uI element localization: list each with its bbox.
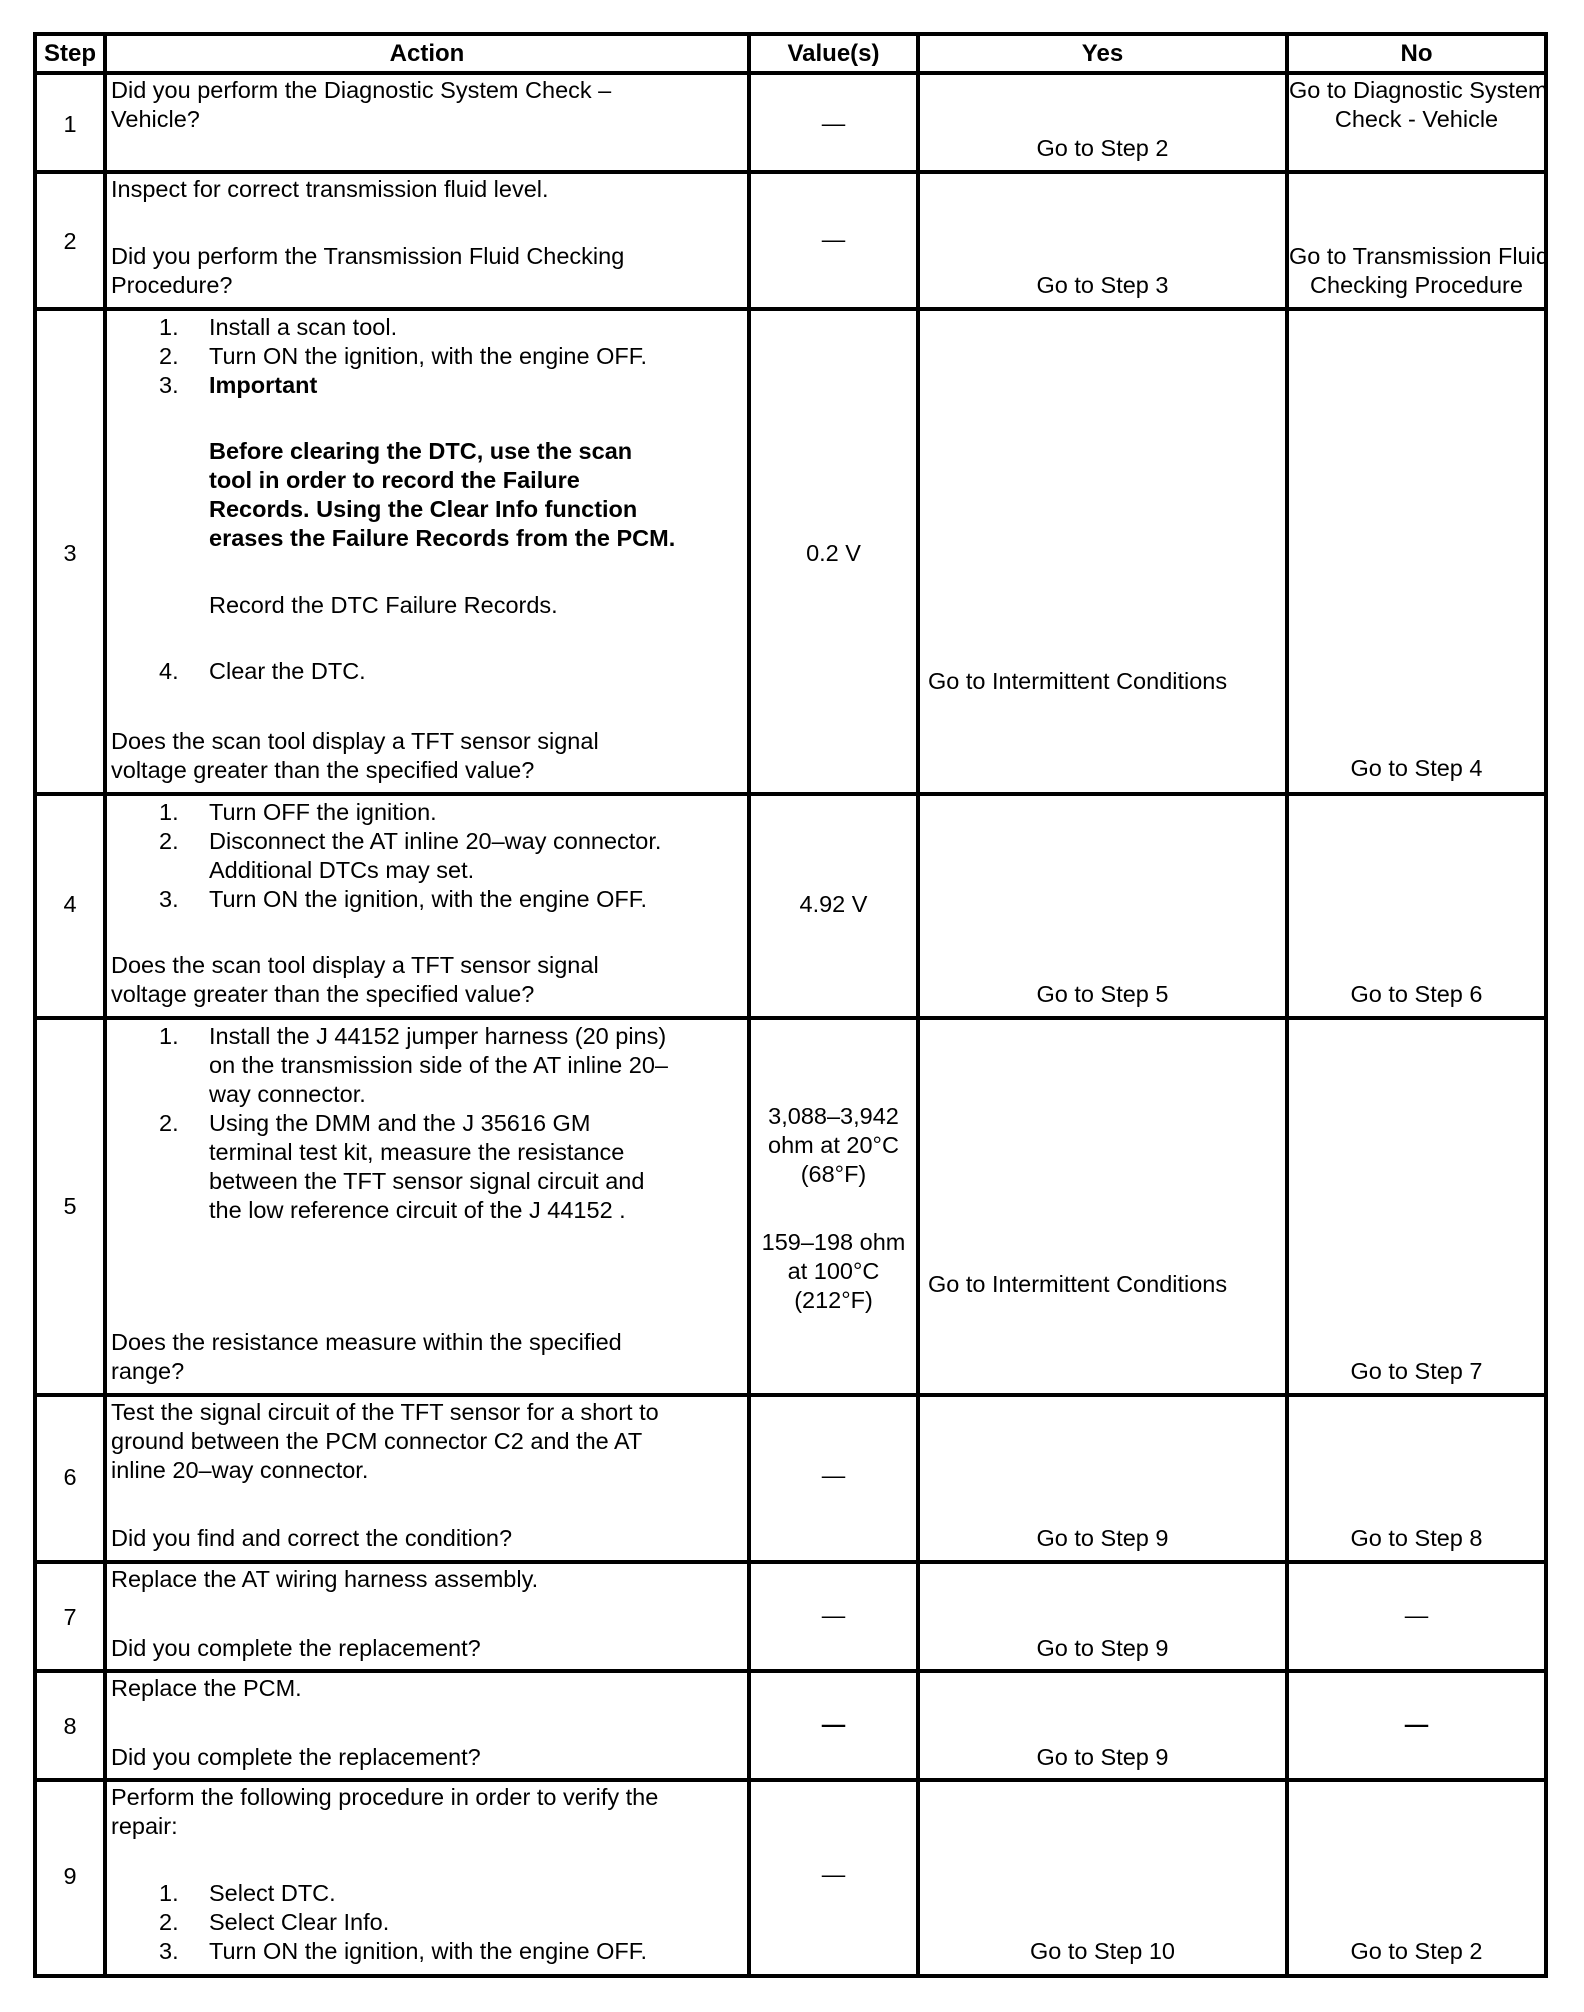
step-cell xyxy=(37,796,103,1020)
value-cell xyxy=(747,174,916,311)
step-list-text: Install the J 44152 jumper harness (20 pins) xyxy=(209,1023,667,1049)
step-list-text: on the transmission side of the AT inline 20– xyxy=(209,1052,668,1078)
step-cell xyxy=(37,174,103,311)
header-yes: Yes xyxy=(916,36,1285,75)
yes-cell xyxy=(916,311,1285,796)
step-list-number: 2. xyxy=(159,343,179,369)
no-text: Check - Vehicle xyxy=(1334,106,1499,132)
yes-cell xyxy=(916,174,1285,311)
value-cell xyxy=(747,311,916,796)
table-row xyxy=(37,796,1544,1020)
table-row xyxy=(37,1564,1544,1673)
step-list-text: Select DTC. xyxy=(209,1880,336,1906)
table-row xyxy=(37,1782,1544,1974)
action-cell xyxy=(103,75,747,174)
yes-text: Go to Step 3 xyxy=(1036,272,1169,298)
value-cell xyxy=(747,1673,916,1782)
step-list-text: Using the DMM and the J 35616 GM xyxy=(209,1110,591,1136)
important-note: tool in order to record the Failure xyxy=(209,467,580,493)
value-text: — xyxy=(821,1602,846,1628)
no-text: Checking Procedure xyxy=(1310,272,1523,298)
action-question: range? xyxy=(111,1358,185,1384)
step-list-text: Turn OFF the ignition. xyxy=(209,799,437,825)
value-cell xyxy=(747,1782,916,1974)
step-list-number: 2. xyxy=(159,1110,179,1136)
important-note: Records. Using the Clear Info function xyxy=(209,496,638,522)
action-question: voltage greater than the specified value? xyxy=(111,757,535,783)
no-cell xyxy=(1285,1397,1544,1564)
value-cell xyxy=(747,1564,916,1673)
action-question: Did you perform the Transmission Fluid Checking xyxy=(111,243,625,269)
step-list-number: 3. xyxy=(159,372,179,398)
step-list-text: between the TFT sensor signal circuit and xyxy=(209,1168,645,1194)
value-cell xyxy=(747,796,916,1020)
step-list-number: 1. xyxy=(159,1023,179,1049)
no-cell xyxy=(1285,75,1548,174)
table-row xyxy=(37,1020,1544,1397)
table-header-row xyxy=(37,36,1544,75)
action-cell xyxy=(103,796,747,1020)
diagnostic-table xyxy=(33,32,1548,1978)
step-list-number: 3. xyxy=(159,1938,179,1964)
step-number: 6 xyxy=(63,1464,77,1490)
no-text: Go to Step 2 xyxy=(1350,1938,1483,1964)
action-text: Replace the PCM. xyxy=(111,1675,302,1701)
yes-cell xyxy=(916,1782,1285,1974)
value-text: (68°F) xyxy=(800,1161,867,1187)
step-cell xyxy=(37,1782,103,1974)
value-text: — xyxy=(821,110,846,136)
no-cell xyxy=(1285,1782,1544,1974)
yes-text: Go to Step 10 xyxy=(1029,1938,1176,1964)
yes-cell xyxy=(916,75,1285,174)
value-text: — xyxy=(821,226,846,252)
yes-cell xyxy=(916,796,1285,1020)
no-text: Go to Step 4 xyxy=(1350,755,1483,781)
step-list-number: 1. xyxy=(159,314,179,340)
action-cell xyxy=(103,311,747,796)
value-text: 0.2 V xyxy=(806,540,861,566)
step-number: 7 xyxy=(63,1604,77,1630)
action-question: Procedure? xyxy=(111,272,233,298)
value-cell xyxy=(747,75,916,174)
step-list-number: 4. xyxy=(159,658,179,684)
action-question: Does the scan tool display a TFT sensor signal xyxy=(111,952,599,978)
action-text: Replace the AT wiring harness assembly. xyxy=(111,1566,539,1592)
action-text: ground between the PCM connector C2 and the AT xyxy=(111,1428,643,1454)
action-question: Did you find and correct the condition? xyxy=(111,1525,513,1551)
action-question: Does the scan tool display a TFT sensor signal xyxy=(111,728,599,754)
value-text: — xyxy=(821,1462,846,1488)
header-no: No xyxy=(1285,36,1544,75)
step-list-number: 1. xyxy=(159,1880,179,1906)
no-text: Go to Step 7 xyxy=(1350,1358,1483,1384)
step-list-number: 2. xyxy=(159,828,179,854)
no-text: Go to Step 6 xyxy=(1350,981,1483,1007)
no-text: — xyxy=(1404,1602,1429,1628)
step-list-text: Install a scan tool. xyxy=(209,314,398,340)
table-row xyxy=(37,311,1544,796)
action-cell xyxy=(103,1564,747,1673)
action-text: inline 20–way connector. xyxy=(111,1457,369,1483)
table-row xyxy=(37,1673,1544,1782)
action-question: voltage greater than the specified value? xyxy=(111,981,535,1007)
step-list-text: Additional DTCs may set. xyxy=(209,857,475,883)
yes-text: Go to Step 5 xyxy=(1036,981,1169,1007)
no-text: — xyxy=(1404,1711,1429,1737)
header-values: Value(s) xyxy=(747,36,916,75)
table-row xyxy=(37,1397,1544,1564)
step-list-text: Turn ON the ignition, with the engine OFF. xyxy=(209,886,648,912)
no-cell xyxy=(1285,311,1544,796)
no-cell xyxy=(1285,1564,1544,1673)
value-text: 3,088–3,942 xyxy=(768,1103,899,1129)
yes-text: Go to Step 9 xyxy=(1036,1525,1169,1551)
step-list-text: Turn ON the ignition, with the engine OFF. xyxy=(209,343,648,369)
yes-text: Go to Intermittent Conditions xyxy=(928,668,1228,694)
value-text: ohm at 20°C xyxy=(768,1132,899,1158)
step-cell xyxy=(37,1673,103,1782)
step-number: 4 xyxy=(63,891,77,917)
action-question: Did you complete the replacement? xyxy=(111,1635,481,1661)
yes-cell xyxy=(916,1673,1285,1782)
action-question: Did you complete the replacement? xyxy=(111,1744,481,1770)
important-label: Important xyxy=(209,372,318,398)
value-cell xyxy=(747,1397,916,1564)
step-list-text: way connector. xyxy=(209,1081,366,1107)
value-text: (212°F) xyxy=(794,1287,873,1313)
no-cell xyxy=(1285,796,1544,1020)
action-question: Vehicle? xyxy=(111,106,200,132)
table-row xyxy=(37,174,1549,311)
step-list-text: Disconnect the AT inline 20–way connector. xyxy=(209,828,662,854)
header-action: Action xyxy=(103,36,747,75)
step-list-number: 2. xyxy=(159,1909,179,1935)
no-text: Go to Diagnostic System xyxy=(1289,77,1548,103)
step-list-text: Clear the DTC. xyxy=(209,658,366,684)
value-text: 159–198 ohm xyxy=(761,1229,906,1255)
yes-cell xyxy=(916,1397,1285,1564)
step-cell xyxy=(37,1397,103,1564)
no-text: Go to Transmission Fluid xyxy=(1289,243,1549,269)
step-list-text: Record the DTC Failure Records. xyxy=(209,592,558,618)
important-note: erases the Failure Records from the PCM. xyxy=(209,525,676,551)
step-list-number: 1. xyxy=(159,799,179,825)
step-list-number: 3. xyxy=(159,886,179,912)
step-list-text: terminal test kit, measure the resistance xyxy=(209,1139,625,1165)
action-text: Perform the following procedure in order to verify the xyxy=(111,1784,659,1810)
yes-text: Go to Intermittent Conditions xyxy=(928,1271,1228,1297)
step-number: 1 xyxy=(63,111,77,137)
no-text: Go to Step 8 xyxy=(1350,1525,1483,1551)
step-list-text: Select Clear Info. xyxy=(209,1909,390,1935)
no-cell xyxy=(1285,174,1549,311)
action-cell xyxy=(103,1397,747,1564)
step-list-text: the low reference circuit of the J 44152 . xyxy=(209,1197,626,1223)
value-text: — xyxy=(821,1861,846,1887)
step-list-text: Turn ON the ignition, with the engine OFF. xyxy=(209,1938,648,1964)
value-text: at 100°C xyxy=(787,1258,880,1284)
step-cell xyxy=(37,75,103,174)
value-cell xyxy=(747,1020,916,1397)
value-text: — xyxy=(821,1711,846,1737)
yes-cell xyxy=(916,1020,1285,1397)
yes-text: Go to Step 9 xyxy=(1036,1635,1169,1661)
action-cell xyxy=(103,1782,747,1974)
action-text: Inspect for correct transmission fluid level. xyxy=(111,176,549,202)
no-cell xyxy=(1285,1020,1544,1397)
table-row xyxy=(37,75,1548,174)
yes-text: Go to Step 2 xyxy=(1036,135,1169,161)
action-cell xyxy=(103,1673,747,1782)
yes-text: Go to Step 9 xyxy=(1036,1744,1169,1770)
value-text: 4.92 V xyxy=(799,891,868,917)
action-question: Does the resistance measure within the specified xyxy=(111,1329,622,1355)
step-cell xyxy=(37,311,103,796)
step-number: 9 xyxy=(63,1863,77,1889)
no-cell xyxy=(1285,1673,1544,1782)
step-number: 8 xyxy=(63,1713,77,1739)
action-cell xyxy=(103,1020,747,1397)
header-step: Step xyxy=(37,36,103,75)
yes-cell xyxy=(916,1564,1285,1673)
action-text: Test the signal circuit of the TFT sensor for a short to xyxy=(111,1399,659,1425)
action-cell xyxy=(103,174,747,311)
step-number: 2 xyxy=(63,228,77,254)
action-question: Did you perform the Diagnostic System Check – xyxy=(111,77,612,103)
important-note: Before clearing the DTC, use the scan xyxy=(209,438,633,464)
step-number: 5 xyxy=(63,1193,77,1219)
step-cell xyxy=(37,1564,103,1673)
step-number: 3 xyxy=(63,540,77,566)
action-text: repair: xyxy=(111,1813,178,1839)
step-cell xyxy=(37,1020,103,1397)
